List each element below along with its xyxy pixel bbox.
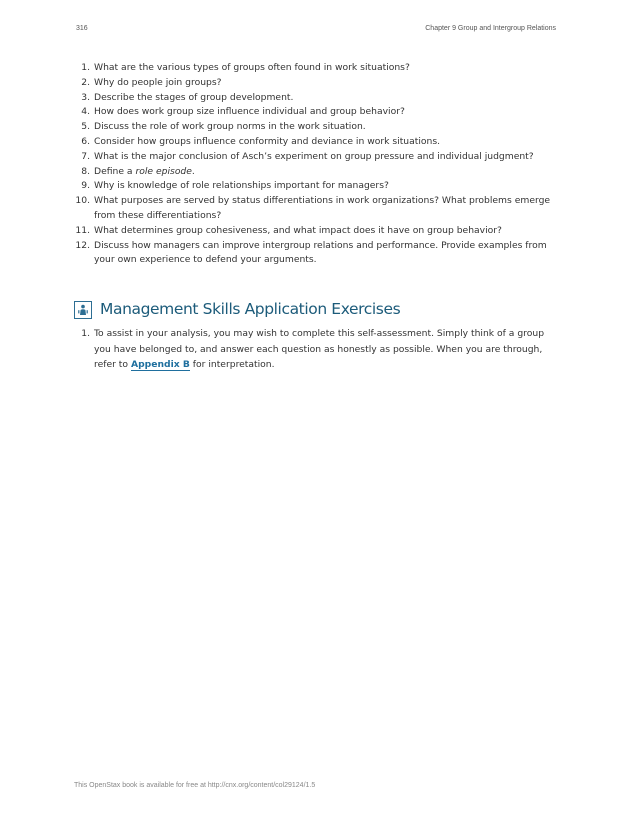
appendix-b-link[interactable]: Appendix B bbox=[130, 359, 190, 370]
list-item bbox=[72, 150, 556, 165]
item-number: 3. bbox=[81, 91, 90, 103]
item-number: 9. bbox=[81, 180, 90, 192]
item-number: 1. bbox=[81, 62, 90, 73]
item-number: 4. bbox=[81, 106, 90, 118]
item-number: 1. bbox=[81, 328, 90, 339]
item-number: 11. bbox=[75, 224, 90, 236]
section-title: Management Skills Application Exercises bbox=[100, 300, 401, 318]
item-text-before: Define a bbox=[94, 165, 136, 177]
exercises-list bbox=[72, 326, 556, 373]
item-text: What is the major conclusion of Asch’s experiment on group pressure and individual judgment? bbox=[94, 150, 534, 162]
item-text bbox=[94, 328, 544, 371]
list-item bbox=[72, 120, 556, 135]
list-item bbox=[72, 61, 556, 76]
item-text: Why do people join groups? bbox=[94, 76, 222, 88]
list-item bbox=[72, 91, 556, 106]
item-text: Why is knowledge of role relationships important for managers? bbox=[94, 180, 389, 192]
list-item bbox=[72, 239, 556, 269]
list-item bbox=[72, 179, 556, 194]
item-text: What purposes are served by status differentiations in work organizations? What problems emerge from these differentiations? bbox=[94, 195, 551, 221]
item-number: 8. bbox=[81, 165, 90, 177]
emphasized-term: role episode bbox=[135, 165, 192, 177]
list-item bbox=[72, 326, 556, 373]
list-item bbox=[72, 194, 556, 224]
page-footer: This OpenStax book is available for free at http://cnx.org/content/col29124/1.5 bbox=[74, 782, 316, 789]
item-text-before: To assist in your analysis, you may wish to complete this self-assessment. Simply think of a group you have belonged to, and answer each question as honestly as possible. When you are through, refer to bbox=[94, 328, 545, 370]
item-number: 10. bbox=[75, 195, 90, 207]
item-number: 2. bbox=[81, 76, 90, 88]
list-item bbox=[72, 224, 556, 239]
item-text: How does work group size influence individual and group behavior? bbox=[94, 106, 405, 118]
list-item bbox=[72, 165, 556, 180]
item-text: Consider how groups influence conformity and deviance in work situations. bbox=[94, 135, 441, 147]
review-questions-list bbox=[72, 61, 556, 268]
list-item bbox=[72, 105, 556, 120]
item-text: What determines group cohesiveness, and what impact does it have on group behavior? bbox=[94, 224, 502, 236]
item-text: Discuss the role of work group norms in the work situation. bbox=[94, 121, 366, 133]
item-number: 5. bbox=[81, 121, 90, 133]
item-number: 6. bbox=[81, 135, 90, 147]
item-text: What are the various types of groups often found in work situations? bbox=[94, 62, 410, 73]
item-text: Describe the stages of group development. bbox=[94, 91, 294, 103]
item-text bbox=[94, 166, 195, 177]
item-text-after: for interpretation. bbox=[189, 359, 275, 370]
item-text-after: . bbox=[191, 165, 195, 177]
item-text: Discuss how managers can improve intergroup relations and performance. Provide examples from your own experience to defend your arguments. bbox=[94, 239, 547, 266]
section-heading bbox=[74, 299, 556, 325]
item-number: 7. bbox=[81, 150, 90, 162]
list-item bbox=[72, 135, 556, 150]
manager-figure-icon bbox=[74, 301, 92, 319]
item-number: 12. bbox=[75, 239, 90, 251]
list-item bbox=[72, 76, 556, 91]
page-number: 316 bbox=[76, 25, 88, 32]
chapter-title: Chapter 9 Group and Intergroup Relations bbox=[425, 25, 556, 32]
